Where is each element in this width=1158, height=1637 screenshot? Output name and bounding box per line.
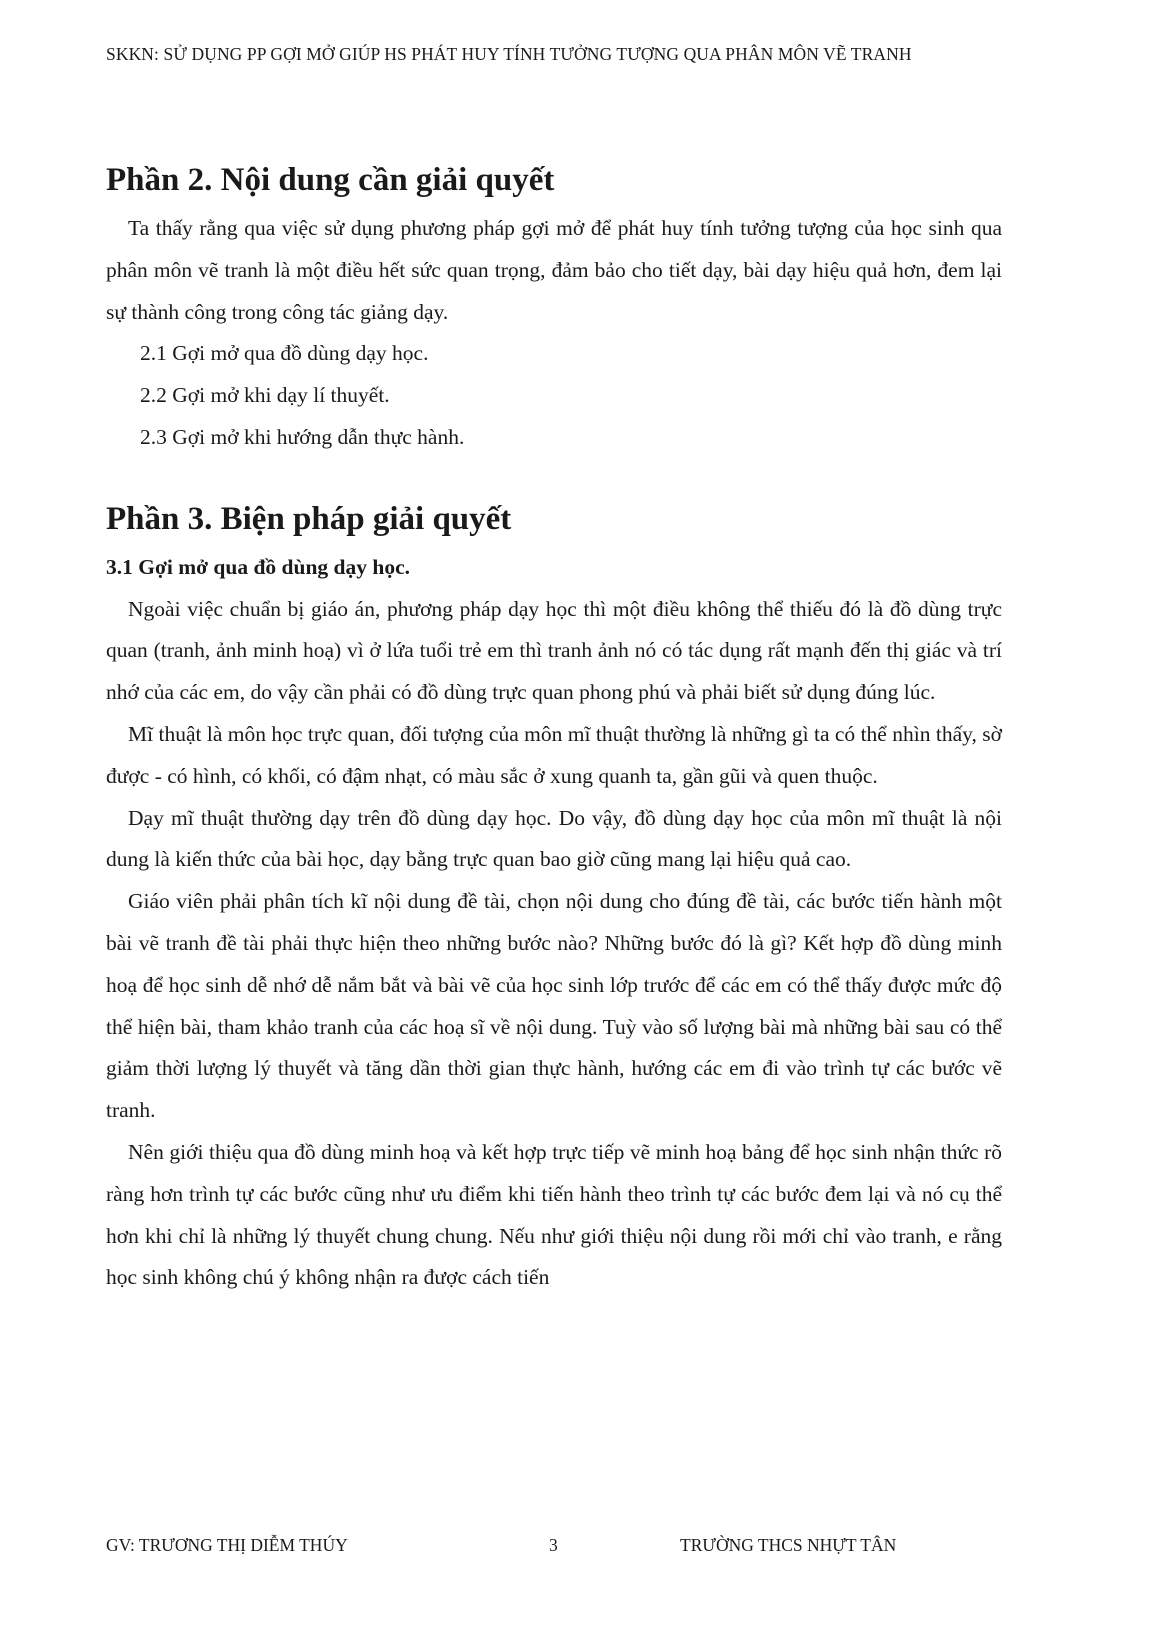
paragraph-3: Dạy mĩ thuật thường dạy trên đồ dùng dạy học. Do vậy, đồ dùng dạy học của môn mĩ thuật là nội dung là kiến thức của bài học, dạy bằng trực quan bao giờ cũng mang lại hiệu quả cao. <box>106 805 1002 872</box>
paragraph-4: Giáo viên phải phân tích kĩ nội dung đề tài, chọn nội dung cho đúng đề tài, các bước tiến hành một bài vẽ tranh đề tài phải thực hiện theo những bước nào? Những bước đó là gì? Kết hợp đồ dùng minh hoạ để học sinh dễ nhớ dễ nắm bắt và bài vẽ của học sinh lớp trước để các em có thể thấy được mức độ thể hiện bài, tham khảo tranh của các hoạ sĩ về nội dung. Tuỳ vào số lượng bài mà những bài sau có thể giảm thời lượng lý thuyết và tăng dần thời gian thực hành, hướng các em đi vào trình tự các bước vẽ tranh. <box>106 889 1002 1123</box>
part2-item-1: 2.1 Gợi mở qua đồ dùng dạy học. <box>140 341 429 366</box>
part2-item-3: 2.3 Gợi mở khi hướng dẫn thực hành. <box>140 424 465 449</box>
footer-school: TRƯỜNG THCS NHỰT TÂN <box>680 1535 897 1555</box>
section-3-1-heading: 3.1 Gợi mở qua đồ dùng dạy học. <box>106 554 410 579</box>
page-content <box>106 158 1002 1299</box>
paragraph-2: Mĩ thuật là môn học trực quan, đối tượng của môn mĩ thuật thường là những gì ta có thể nhìn thấy, sờ được - có hình, có khối, có đậm nhạt, có màu sắc ở xung quanh ta, gần gũi và quen thuộc. <box>106 721 1002 788</box>
part2-intro-paragraph: Ta thấy rằng qua việc sử dụng phương pháp gợi mở để phát huy tính tưởng tượng của học sinh qua phân môn vẽ tranh là một điều hết sức quan trọng, đảm bảo cho tiết dạy, bài dạy hiệu quả hơn, đem lại sự thành công trong công tác giảng dạy. <box>106 216 1002 324</box>
part2-heading: Phần 2. Nội dung cần giải quyết <box>106 162 555 198</box>
part2-item-2: 2.2 Gợi mở khi dạy lí thuyết. <box>140 383 390 408</box>
paragraph-1: Ngoài việc chuẩn bị giáo án, phương pháp dạy học thì một điều không thể thiếu đó là đồ dùng trực quan (tranh, ảnh minh hoạ) vì ở lứa tuổi trẻ em thì tranh ảnh nó có tác dụng rất mạnh đến thị giác và trí nhớ của các em, do vậy cần phải có đồ dùng trực quan phong phú và phải biết sử dụng đúng lúc. <box>106 596 1002 705</box>
footer-page-number: 3 <box>549 1535 558 1555</box>
footer-author: GV: TRƯƠNG THỊ DIỄM THÚY <box>106 1535 348 1555</box>
running-header: SKKN: SỬ DỤNG PP GỢI MỞ GIÚP HS PHÁT HUY TÍNH TƯỞNG TƯỢNG QUA PHÂN MÔN VẼ TRANH <box>106 44 912 64</box>
paragraph-5: Nên giới thiệu qua đồ dùng minh hoạ và kết hợp trực tiếp vẽ minh hoạ bảng để học sinh nhận thức rõ ràng hơn trình tự các bước cũng như ưu điểm khi tiến hành theo trình tự các bước đem lại và nó cụ thể hơn khi chỉ là những lý thuyết chung chung. Nếu như giới thiệu nội dung rồi mới chỉ vào tranh, e rằng học sinh không chú ý không nhận ra được cách tiến <box>106 1139 1002 1290</box>
part3-heading: Phần 3. Biện pháp giải quyết <box>106 500 512 537</box>
